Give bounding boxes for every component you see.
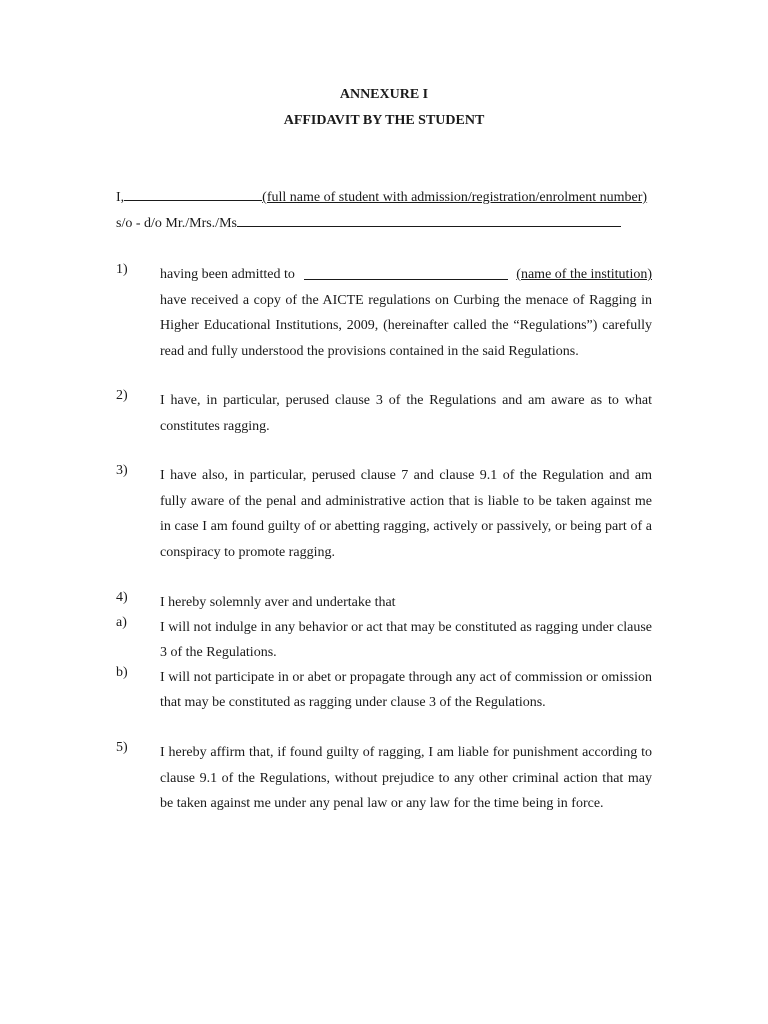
clause-b bbox=[116, 665, 652, 715]
institution-line bbox=[160, 262, 652, 288]
clause-number: 2) bbox=[116, 388, 128, 403]
clause-number: 3) bbox=[116, 463, 128, 478]
parent-prefix: s/o - d/o Mr./Mrs./Ms bbox=[116, 216, 237, 231]
institution-blank bbox=[304, 267, 508, 280]
clause-4 bbox=[116, 590, 652, 616]
clause-body bbox=[160, 262, 652, 364]
student-name-blank bbox=[124, 188, 262, 201]
clause-text: I will not indulge in any behavior or act that may be constituted as ragging under clause 3 of the Regulations. bbox=[160, 620, 652, 660]
parent-name-line bbox=[116, 214, 621, 232]
student-name-hint: (full name of student with admission/registration/enrolment number) bbox=[262, 190, 648, 205]
clause-2 bbox=[116, 388, 652, 439]
clause-text: I have, in particular, perused clause 3 of the Regulations and am aware as to what constitutes ragging. bbox=[160, 393, 652, 434]
clause-text: I hereby affirm that, if found guilty of ragging, I am liable for punishment according to clause 9.1 of the Regulations, without prejudice to any other criminal action that may be taken against me under any penal law or any law for the time being in force. bbox=[160, 745, 652, 811]
institution-hint: (name of the institution) bbox=[516, 267, 652, 282]
admitted-text: having been admitted to bbox=[160, 267, 295, 282]
clause-number: 1) bbox=[116, 262, 128, 277]
clause-3 bbox=[116, 463, 652, 565]
clause-number: a) bbox=[116, 615, 127, 630]
clause-5 bbox=[116, 740, 652, 817]
clause-number: 4) bbox=[116, 590, 128, 605]
annexure-heading: ANNEXURE I bbox=[339, 87, 429, 102]
clause-1 bbox=[116, 262, 652, 364]
parent-name-blank bbox=[237, 214, 621, 227]
clause-text: I have also, in particular, perused clause 7 and clause 9.1 of the Regulation and am fully aware of the penal and administrative action that is liable to be taken against me in case I am found guilty of or abetting ragging, actively or passively, or being part of a conspiracy to promote ragging. bbox=[160, 468, 652, 560]
clause-text: have received a copy of the AICTE regulations on Curbing the menace of Ragging in Higher Educational Institutions, 2009, (hereinafter called the “Regulations”) carefully read and fully understood the provisions contained in the said Regulations. bbox=[160, 292, 652, 359]
clause-text: I hereby solemnly aver and undertake that bbox=[160, 595, 396, 610]
clause-number: b) bbox=[116, 665, 128, 680]
student-name-line bbox=[116, 188, 647, 206]
clause-number: 5) bbox=[116, 740, 128, 755]
document-title: AFFIDAVIT BY THE STUDENT bbox=[283, 113, 485, 128]
name-prefix: I, bbox=[116, 190, 125, 205]
clause-a bbox=[116, 615, 652, 665]
clause-text: I will not participate in or abet or propagate through any act of commission or omission that may be constituted as ragging under clause 3 of the Regulations. bbox=[160, 670, 652, 710]
